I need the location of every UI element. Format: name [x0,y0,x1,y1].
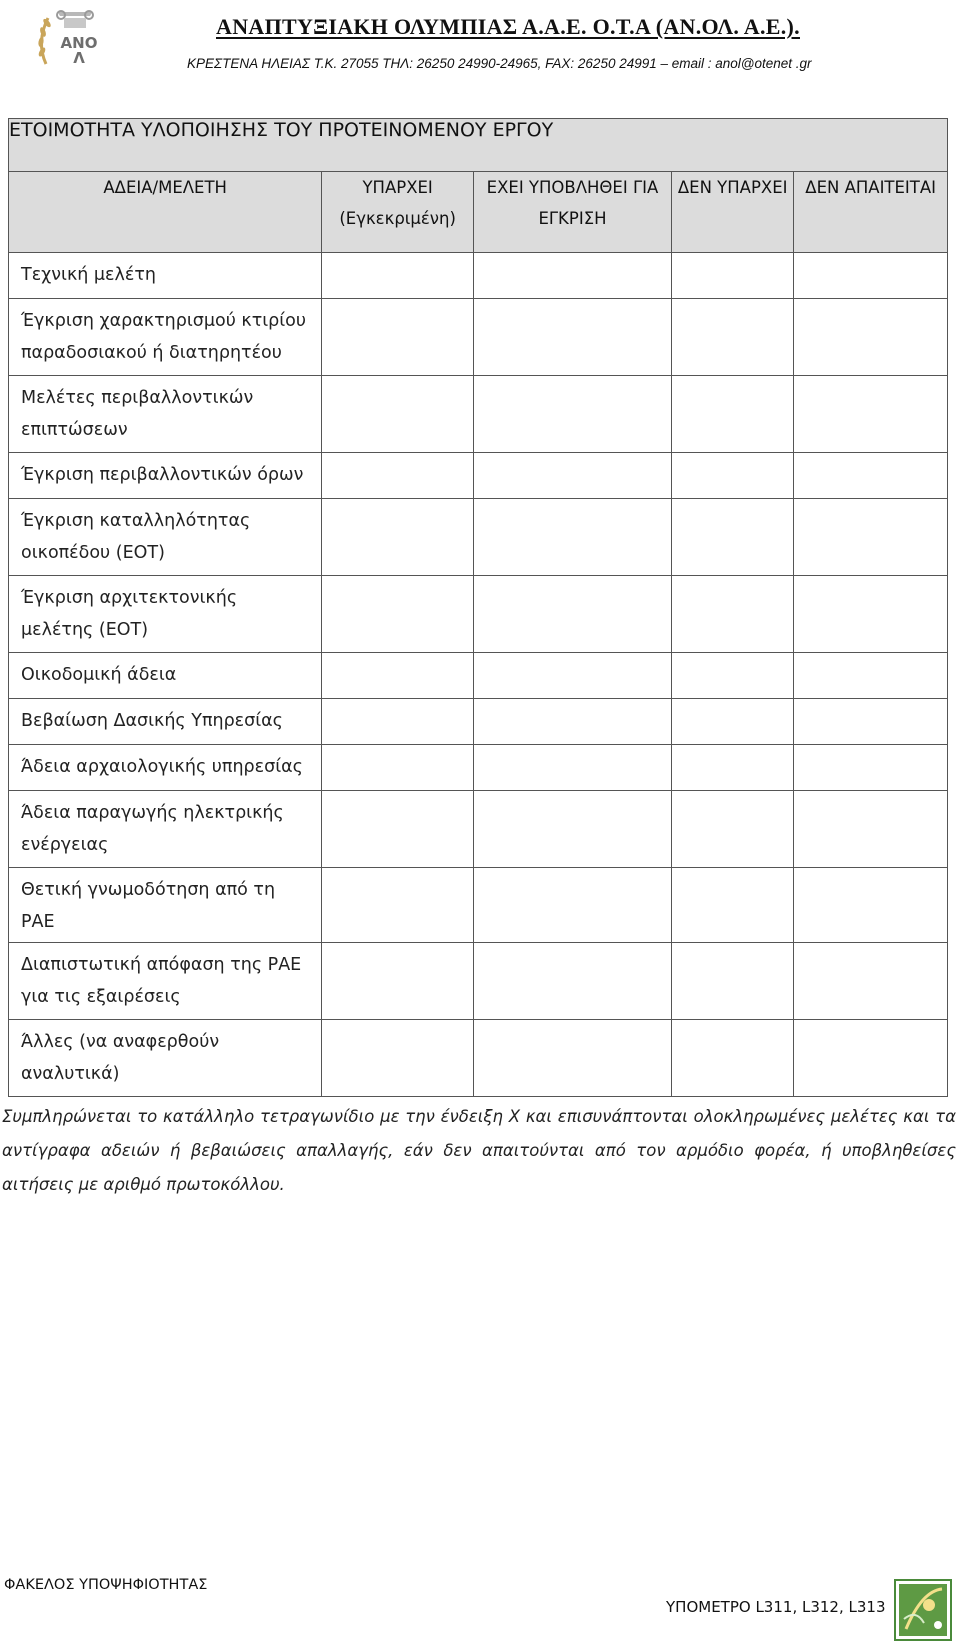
row-label: Άλλες (να αναφερθούν αναλυτικά) [9,1020,322,1097]
table-row [9,745,948,791]
checkbox-cell-submitted[interactable] [473,745,671,791]
checkbox-cell-not-required[interactable] [794,253,948,299]
column-header-submitted: ΕΧΕΙ ΥΠΟΒΛΗΘΕΙ ΓΙΑ ΕΓΚΡΙΣΗ [473,172,671,253]
organization-name-text: ΑΝΑΠΤΥΞΙΑΚΗ ΟΛΥΜΠΙΑΣ Α.Α.Ε. Ο.Τ.Α (ΑΝ.ΟΛ. Α.Ε.). [216,14,800,39]
table-row [9,868,948,943]
table-title-row [9,119,948,172]
checkbox-cell-exists[interactable] [322,376,474,453]
checkbox-cell-submitted[interactable] [473,699,671,745]
row-label: Τεχνική μελέτη [9,253,322,299]
checkbox-cell-not-required[interactable] [794,453,948,499]
checkbox-cell-not-exists[interactable] [672,653,794,699]
checkbox-cell-submitted[interactable] [473,453,671,499]
checkbox-cell-submitted[interactable] [473,253,671,299]
checkbox-cell-not-required[interactable] [794,499,948,576]
checkbox-cell-exists[interactable] [322,943,474,1020]
table-row [9,1020,948,1097]
readiness-table [8,118,948,1097]
table-row [9,653,948,699]
footer-dossier-label: ΦΑΚΕΛΟΣ ΥΠΟΨΗΦΙΟΤΗΤΑΣ [4,1577,208,1593]
table-row [9,943,948,1020]
checkbox-cell-not-required[interactable] [794,791,948,868]
checkbox-cell-exists[interactable] [322,868,474,943]
row-label: Θετική γνωμοδότηση από τη ΡΑΕ [9,868,322,943]
checkbox-cell-submitted[interactable] [473,791,671,868]
checkbox-cell-exists[interactable] [322,699,474,745]
checkbox-cell-exists[interactable] [322,653,474,699]
table-row [9,576,948,653]
checkbox-cell-exists[interactable] [322,253,474,299]
checkbox-cell-exists[interactable] [322,499,474,576]
row-label: Άδεια παραγωγής ηλεκτρικής ενέργειας [9,791,322,868]
logo-text: ΑΝΟΛ [60,34,98,67]
checkbox-cell-exists[interactable] [322,576,474,653]
row-label: Άδεια αρχαιολογικής υπηρεσίας [9,745,322,791]
row-label: Μελέτες περιβαλλοντικών επιπτώσεων [9,376,322,453]
checkbox-cell-not-required[interactable] [794,299,948,376]
table-row [9,299,948,376]
checkbox-cell-submitted[interactable] [473,868,671,943]
footer-submeasure-label: ΥΠΟΜΕΤΡΟ L311, L312, L313 [666,1598,886,1616]
table-row [9,791,948,868]
table-title: ΕΤΟΙΜΟΤΗΤΑ ΥΛΟΠΟΙΗΣΗΣ ΤΟΥ ΠΡΟΤΕΙΝΟΜΕΝΟΥ ΕΡΓΟΥ [9,119,948,172]
checkbox-cell-exists[interactable] [322,453,474,499]
checkbox-cell-not-required[interactable] [794,576,948,653]
checkbox-cell-exists[interactable] [322,1020,474,1097]
row-label: Έγκριση αρχιτεκτονικής μελέτης (ΕΟΤ) [9,576,322,653]
checkbox-cell-exists[interactable] [322,299,474,376]
checkbox-cell-not-exists[interactable] [672,868,794,943]
table-row [9,699,948,745]
checkbox-cell-submitted[interactable] [473,576,671,653]
row-label: Οικοδομική άδεια [9,653,322,699]
checkbox-cell-not-exists[interactable] [672,576,794,653]
column-header-permit: ΑΔΕΙΑ/ΜΕΛΕΤΗ [9,172,322,253]
checkbox-cell-not-exists[interactable] [672,699,794,745]
column-header-not-required: ΔΕΝ ΑΠΑΙΤΕΙΤΑΙ [794,172,948,253]
row-label: Έγκριση χαρακτηρισμού κτιρίου παραδοσιακού ή διατηρητέου [9,299,322,376]
table-row [9,499,948,576]
row-label: Διαπιστωτική απόφαση της ΡΑΕ για τις εξαιρέσεις [9,943,322,1020]
checkbox-cell-not-exists[interactable] [672,453,794,499]
row-label: Έγκριση περιβαλλοντικών όρων [9,453,322,499]
organization-logo [34,6,106,72]
checkbox-cell-not-required[interactable] [794,1020,948,1097]
row-label: Βεβαίωση Δασικής Υπηρεσίας [9,699,322,745]
column-header-exists: ΥΠΑΡΧΕΙ (Εγκεκριμένη) [322,172,474,253]
checkbox-cell-not-exists[interactable] [672,791,794,868]
checkbox-cell-not-exists[interactable] [672,1020,794,1097]
checkbox-cell-not-exists[interactable] [672,943,794,1020]
table-row [9,253,948,299]
column-header-not-exists: ΔΕΝ ΥΠΑΡΧΕΙ [672,172,794,253]
leader-program-logo [894,1579,952,1641]
checkbox-cell-not-exists[interactable] [672,745,794,791]
checkbox-cell-exists[interactable] [322,791,474,868]
checkbox-cell-not-required[interactable] [794,653,948,699]
checkbox-cell-not-exists[interactable] [672,376,794,453]
checkbox-cell-submitted[interactable] [473,943,671,1020]
row-label: Έγκριση καταλληλότητας οικοπέδου (ΕΟΤ) [9,499,322,576]
checkbox-cell-submitted[interactable] [473,299,671,376]
checkbox-cell-not-required[interactable] [794,699,948,745]
checkbox-cell-exists[interactable] [322,745,474,791]
checkbox-cell-not-required[interactable] [794,943,948,1020]
instruction-note: Συμπληρώνεται το κατάλληλο τετραγωνίδιο με την ένδειξη Χ και επισυνάπτονται ολοκληρωμένες μελέτες και τα αντίγραφα αδειών ή βεβαιώσεις απαλλαγής, εάν δεν απαιτούνται από τον αρμόδιο φορέα, ή υποβληθείσες αιτήσεις με αριθμό πρωτοκόλλου. [2,1107,956,1194]
organization-contact: ΚΡΕΣΤΕΝΑ ΗΛΕΙΑΣ Τ.Κ. 27055 ΤΗΛ: 26250 24990-24965, FAX: 26250 24991 – email : anol@otenet .gr [187,56,812,71]
organization-name [216,14,800,40]
checkbox-cell-not-required[interactable] [794,868,948,943]
table-row [9,376,948,453]
table-row [9,453,948,499]
checkbox-cell-not-exists[interactable] [672,499,794,576]
checkbox-cell-submitted[interactable] [473,653,671,699]
checkbox-cell-not-required[interactable] [794,376,948,453]
checkbox-cell-not-exists[interactable] [672,299,794,376]
table-header-row [9,172,948,253]
checkbox-cell-submitted[interactable] [473,1020,671,1097]
checkbox-cell-not-required[interactable] [794,745,948,791]
checkbox-cell-submitted[interactable] [473,499,671,576]
checkbox-cell-submitted[interactable] [473,376,671,453]
checkbox-cell-not-exists[interactable] [672,253,794,299]
